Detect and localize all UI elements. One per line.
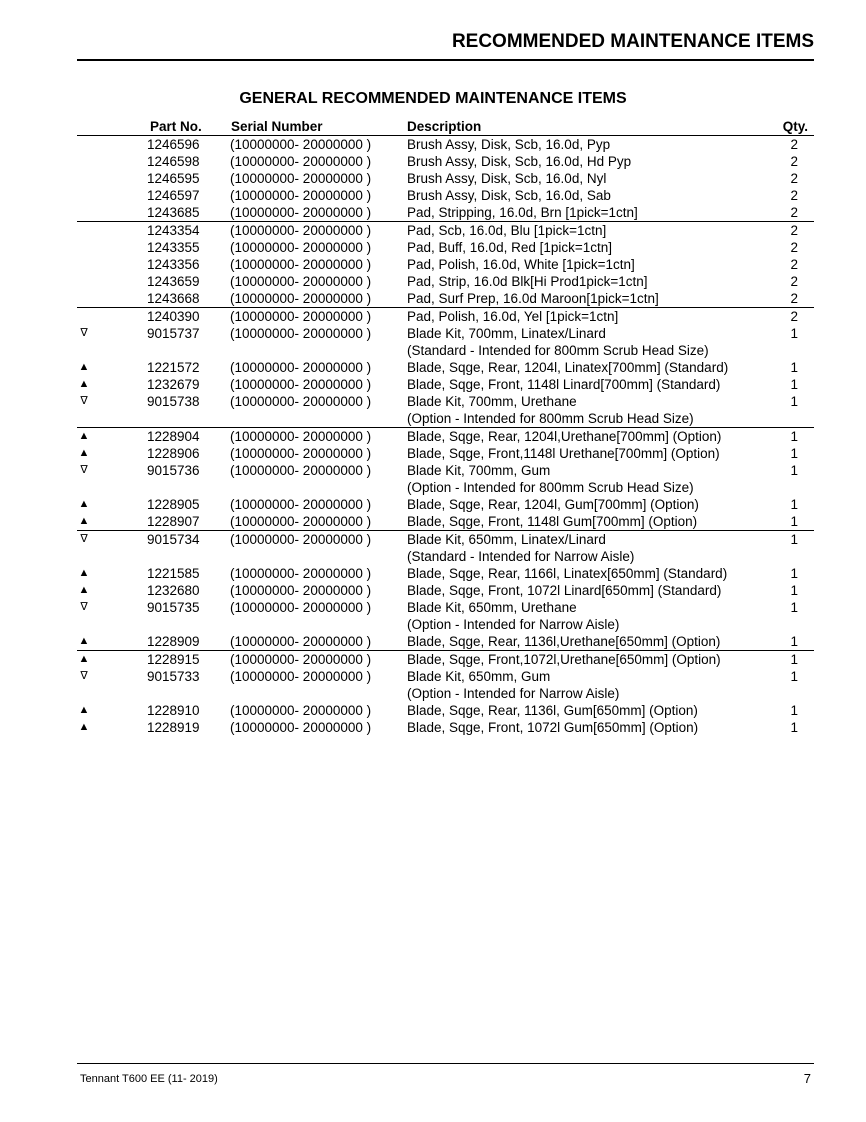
table-row	[77, 582, 814, 599]
description	[407, 376, 720, 393]
quantity: 2	[790, 291, 798, 306]
column-header-description: Description	[407, 119, 482, 134]
filled-triangle-icon: ▲	[78, 515, 90, 527]
serial-number: (10000000- 20000000 )	[230, 566, 372, 581]
description	[407, 445, 720, 462]
filled-triangle-icon: ▲	[78, 430, 90, 442]
part-number: 1243685	[147, 205, 200, 220]
serial-number: (10000000- 20000000 )	[230, 291, 372, 306]
quantity: 1	[790, 566, 798, 581]
header-divider	[77, 59, 814, 61]
serial-number: (10000000- 20000000 )	[230, 257, 372, 272]
table-row	[77, 325, 814, 359]
serial-number: (10000000- 20000000 )	[230, 360, 372, 375]
description-line: Pad, Stripping, 16.0d, Brn [1pick=1ctn]	[407, 205, 638, 220]
filled-triangle-icon: ▲	[78, 498, 90, 510]
description-note: (Option - Intended for 800mm Scrub Head Size)	[407, 411, 694, 426]
quantity: 2	[790, 154, 798, 169]
quantity: 2	[790, 257, 798, 272]
description	[407, 582, 721, 599]
part-number: 1243354	[147, 223, 200, 238]
description-line: Brush Assy, Disk, Scb, 16.0d, Sab	[407, 188, 611, 203]
quantity: 2	[790, 188, 798, 203]
description	[407, 428, 721, 445]
quantity: 1	[790, 463, 798, 478]
description	[407, 496, 699, 513]
part-number: 1221585	[147, 566, 200, 581]
filled-triangle-icon: ▲	[78, 721, 90, 733]
part-number: 9015737	[147, 326, 200, 341]
column-header-serial: Serial Number	[231, 119, 323, 134]
description-line: Brush Assy, Disk, Scb, 16.0d, Pyp	[407, 137, 611, 152]
description	[407, 170, 606, 187]
quantity: 1	[790, 532, 798, 547]
table-row	[77, 307, 814, 325]
description	[407, 308, 618, 325]
table-row	[77, 633, 814, 650]
hollow-triangle-icon: ∇	[80, 670, 88, 682]
table-row	[77, 136, 814, 153]
quantity: 1	[790, 652, 798, 667]
description-line: Blade Kit, 700mm, Gum	[407, 463, 551, 478]
serial-number: (10000000- 20000000 )	[230, 188, 372, 203]
serial-number: (10000000- 20000000 )	[230, 137, 372, 152]
table-row	[77, 204, 814, 221]
table-row	[77, 359, 814, 376]
description	[407, 359, 728, 376]
part-number: 1246596	[147, 137, 200, 152]
footer-divider	[77, 1063, 814, 1064]
description-note: (Standard - Intended for 800mm Scrub Head Size)	[407, 343, 709, 358]
quantity: 2	[790, 240, 798, 255]
table-row	[77, 170, 814, 187]
serial-number: (10000000- 20000000 )	[230, 394, 372, 409]
part-number: 1243356	[147, 257, 200, 272]
table-row	[77, 153, 814, 170]
description-line: Blade, Sqge, Front, 1072l Linard[650mm] (Standard)	[407, 583, 722, 598]
description	[407, 290, 659, 307]
quantity: 2	[790, 274, 798, 289]
table-row	[77, 427, 814, 445]
description	[407, 204, 638, 221]
section-title: GENERAL RECOMMENDED MAINTENANCE ITEMS	[239, 90, 627, 107]
description	[407, 239, 612, 256]
description-line: Pad, Scb, 16.0d, Blu [1pick=1ctn]	[407, 223, 607, 238]
description-line: Blade, Sqge, Rear, 1136l, Gum[650mm] (Option)	[407, 703, 698, 718]
page-number: 7	[803, 1071, 811, 1086]
description	[407, 187, 611, 204]
hollow-triangle-icon: ∇	[80, 464, 88, 476]
part-number: 1243668	[147, 291, 200, 306]
parts-table	[77, 118, 814, 736]
description-line: Blade Kit, 650mm, Gum	[407, 669, 551, 684]
serial-number: (10000000- 20000000 )	[230, 205, 372, 220]
filled-triangle-icon: ▲	[78, 361, 90, 373]
quantity: 1	[790, 703, 798, 718]
quantity: 1	[790, 497, 798, 512]
serial-number: (10000000- 20000000 )	[230, 171, 372, 186]
serial-number: (10000000- 20000000 )	[230, 497, 372, 512]
description	[407, 668, 619, 702]
serial-number: (10000000- 20000000 )	[230, 720, 372, 735]
filled-triangle-icon: ▲	[78, 447, 90, 459]
quantity: 2	[790, 171, 798, 186]
table-row	[77, 376, 814, 393]
quantity: 1	[790, 446, 798, 461]
table-row	[77, 719, 814, 736]
column-header-qty: Qty.	[782, 119, 808, 134]
part-number: 1228915	[147, 652, 200, 667]
description-line: Blade, Sqge, Front,1072l,Urethane[650mm] (Option)	[407, 652, 721, 667]
filled-triangle-icon: ▲	[78, 653, 90, 665]
serial-number: (10000000- 20000000 )	[230, 463, 372, 478]
hollow-triangle-icon: ∇	[80, 533, 88, 545]
serial-number: (10000000- 20000000 )	[230, 309, 372, 324]
part-number: 1228904	[147, 429, 200, 444]
part-number: 1228910	[147, 703, 200, 718]
description	[407, 531, 634, 565]
hollow-triangle-icon: ∇	[80, 327, 88, 339]
table-row	[77, 256, 814, 273]
quantity: 2	[790, 309, 798, 324]
quantity: 1	[790, 600, 798, 615]
description-line: Blade Kit, 700mm, Linatex/Linard	[407, 326, 606, 341]
description-line: Blade, Sqge, Rear, 1136l,Urethane[650mm] (Option)	[407, 634, 721, 649]
page-header-title: RECOMMENDED MAINTENANCE ITEMS	[451, 31, 814, 52]
table-row	[77, 668, 814, 702]
part-number: 1228907	[147, 514, 200, 529]
part-number: 9015738	[147, 394, 200, 409]
serial-number: (10000000- 20000000 )	[230, 223, 372, 238]
description	[407, 153, 631, 170]
serial-number: (10000000- 20000000 )	[230, 429, 372, 444]
table-row	[77, 702, 814, 719]
quantity: 1	[790, 583, 798, 598]
description-line: Blade, Sqge, Rear, 1204l, Linatex[700mm] (Standard)	[407, 360, 729, 375]
table-row	[77, 650, 814, 668]
description	[407, 599, 619, 633]
column-header-part: Part No.	[150, 119, 202, 134]
quantity: 1	[790, 634, 798, 649]
table-header	[77, 118, 814, 136]
description-note: (Option - Intended for Narrow Aisle)	[407, 686, 620, 701]
description-line: Blade, Sqge, Front, 1072l Gum[650mm] (Option)	[407, 720, 699, 735]
description-line: Pad, Polish, 16.0d, Yel [1pick=1ctn]	[407, 309, 619, 324]
description-line: Blade, Sqge, Rear, 1204l,Urethane[700mm] (Option)	[407, 429, 722, 444]
description-line: Blade, Sqge, Front,1148l Urethane[700mm] (Option)	[407, 446, 720, 461]
part-number: 1228906	[147, 446, 200, 461]
part-number: 1232679	[147, 377, 200, 392]
description	[407, 222, 606, 239]
hollow-triangle-icon: ∇	[80, 395, 88, 407]
part-number: 1246595	[147, 171, 200, 186]
part-number: 1246598	[147, 154, 200, 169]
part-number: 1246597	[147, 188, 200, 203]
quantity: 1	[790, 394, 798, 409]
quantity: 1	[790, 669, 798, 684]
table-row	[77, 462, 814, 496]
quantity: 1	[790, 429, 798, 444]
part-number: 1228905	[147, 497, 200, 512]
description	[407, 719, 698, 736]
quantity: 1	[790, 720, 798, 735]
part-number: 1243355	[147, 240, 200, 255]
part-number: 9015735	[147, 600, 200, 615]
description-line: Blade, Sqge, Rear, 1166l, Linatex[650mm] (Standard)	[407, 566, 728, 581]
table-row	[77, 221, 814, 239]
serial-number: (10000000- 20000000 )	[230, 600, 372, 615]
table-row	[77, 273, 814, 290]
table-row	[77, 599, 814, 633]
description	[407, 633, 720, 650]
description	[407, 651, 721, 668]
description-line: Pad, Surf Prep, 16.0d Maroon[1pick=1ctn]	[407, 291, 659, 306]
quantity: 2	[790, 137, 798, 152]
quantity: 1	[790, 514, 798, 529]
description	[407, 565, 727, 582]
table-row	[77, 239, 814, 256]
filled-triangle-icon: ▲	[78, 567, 90, 579]
description-line: Brush Assy, Disk, Scb, 16.0d, Hd Pyp	[407, 154, 632, 169]
table-row	[77, 445, 814, 462]
filled-triangle-icon: ▲	[78, 584, 90, 596]
table-row	[77, 290, 814, 307]
serial-number: (10000000- 20000000 )	[230, 154, 372, 169]
filled-triangle-icon: ▲	[78, 635, 90, 647]
description	[407, 325, 709, 359]
part-number: 9015736	[147, 463, 200, 478]
description-line: Brush Assy, Disk, Scb, 16.0d, Nyl	[407, 171, 607, 186]
serial-number: (10000000- 20000000 )	[230, 377, 372, 392]
table-row	[77, 513, 814, 530]
description	[407, 273, 648, 290]
serial-number: (10000000- 20000000 )	[230, 326, 372, 341]
description	[407, 702, 698, 719]
description-line: Blade Kit, 700mm, Urethane	[407, 394, 577, 409]
description	[407, 393, 694, 427]
table-row	[77, 496, 814, 513]
quantity: 2	[790, 223, 798, 238]
serial-number: (10000000- 20000000 )	[230, 274, 372, 289]
quantity: 1	[790, 360, 798, 375]
description-line: Blade, Sqge, Front, 1148l Linard[700mm] (Standard)	[407, 377, 721, 392]
description-line: Pad, Strip, 16.0d Blk[Hi Prod1pick=1ctn]	[407, 274, 648, 289]
part-number: 1228909	[147, 634, 200, 649]
description-line: Pad, Polish, 16.0d, White [1pick=1ctn]	[407, 257, 635, 272]
description-note: (Option - Intended for 800mm Scrub Head Size)	[407, 480, 694, 495]
description	[407, 513, 697, 530]
description-note: (Option - Intended for Narrow Aisle)	[407, 617, 620, 632]
hollow-triangle-icon: ∇	[80, 601, 88, 613]
table-row	[77, 393, 814, 427]
serial-number: (10000000- 20000000 )	[230, 514, 372, 529]
description-line: Pad, Buff, 16.0d, Red [1pick=1ctn]	[407, 240, 613, 255]
part-number: 1232680	[147, 583, 200, 598]
footer-document-id: Tennant T600 EE (11- 2019)	[80, 1073, 218, 1085]
description-line: Blade Kit, 650mm, Linatex/Linard	[407, 532, 606, 547]
description	[407, 136, 610, 153]
serial-number: (10000000- 20000000 )	[230, 652, 372, 667]
serial-number: (10000000- 20000000 )	[230, 532, 372, 547]
table-row	[77, 565, 814, 582]
table-row	[77, 530, 814, 565]
description-line: Blade, Sqge, Rear, 1204l, Gum[700mm] (Option)	[407, 497, 699, 512]
quantity: 2	[790, 205, 798, 220]
part-number: 9015734	[147, 532, 200, 547]
part-number: 1228919	[147, 720, 200, 735]
serial-number: (10000000- 20000000 )	[230, 446, 372, 461]
quantity: 1	[790, 326, 798, 341]
filled-triangle-icon: ▲	[78, 704, 90, 716]
part-number: 1243659	[147, 274, 200, 289]
serial-number: (10000000- 20000000 )	[230, 703, 372, 718]
part-number: 1240390	[147, 309, 200, 324]
serial-number: (10000000- 20000000 )	[230, 240, 372, 255]
quantity: 1	[790, 377, 798, 392]
table-row	[77, 187, 814, 204]
table-body	[77, 136, 814, 736]
description	[407, 256, 635, 273]
serial-number: (10000000- 20000000 )	[230, 669, 372, 684]
serial-number: (10000000- 20000000 )	[230, 583, 372, 598]
description-note: (Standard - Intended for Narrow Aisle)	[407, 549, 635, 564]
filled-triangle-icon: ▲	[78, 378, 90, 390]
description-line: Blade Kit, 650mm, Urethane	[407, 600, 577, 615]
part-number: 1221572	[147, 360, 200, 375]
description-line: Blade, Sqge, Front, 1148l Gum[700mm] (Option)	[407, 514, 698, 529]
description	[407, 462, 694, 496]
part-number: 9015733	[147, 669, 200, 684]
serial-number: (10000000- 20000000 )	[230, 634, 372, 649]
